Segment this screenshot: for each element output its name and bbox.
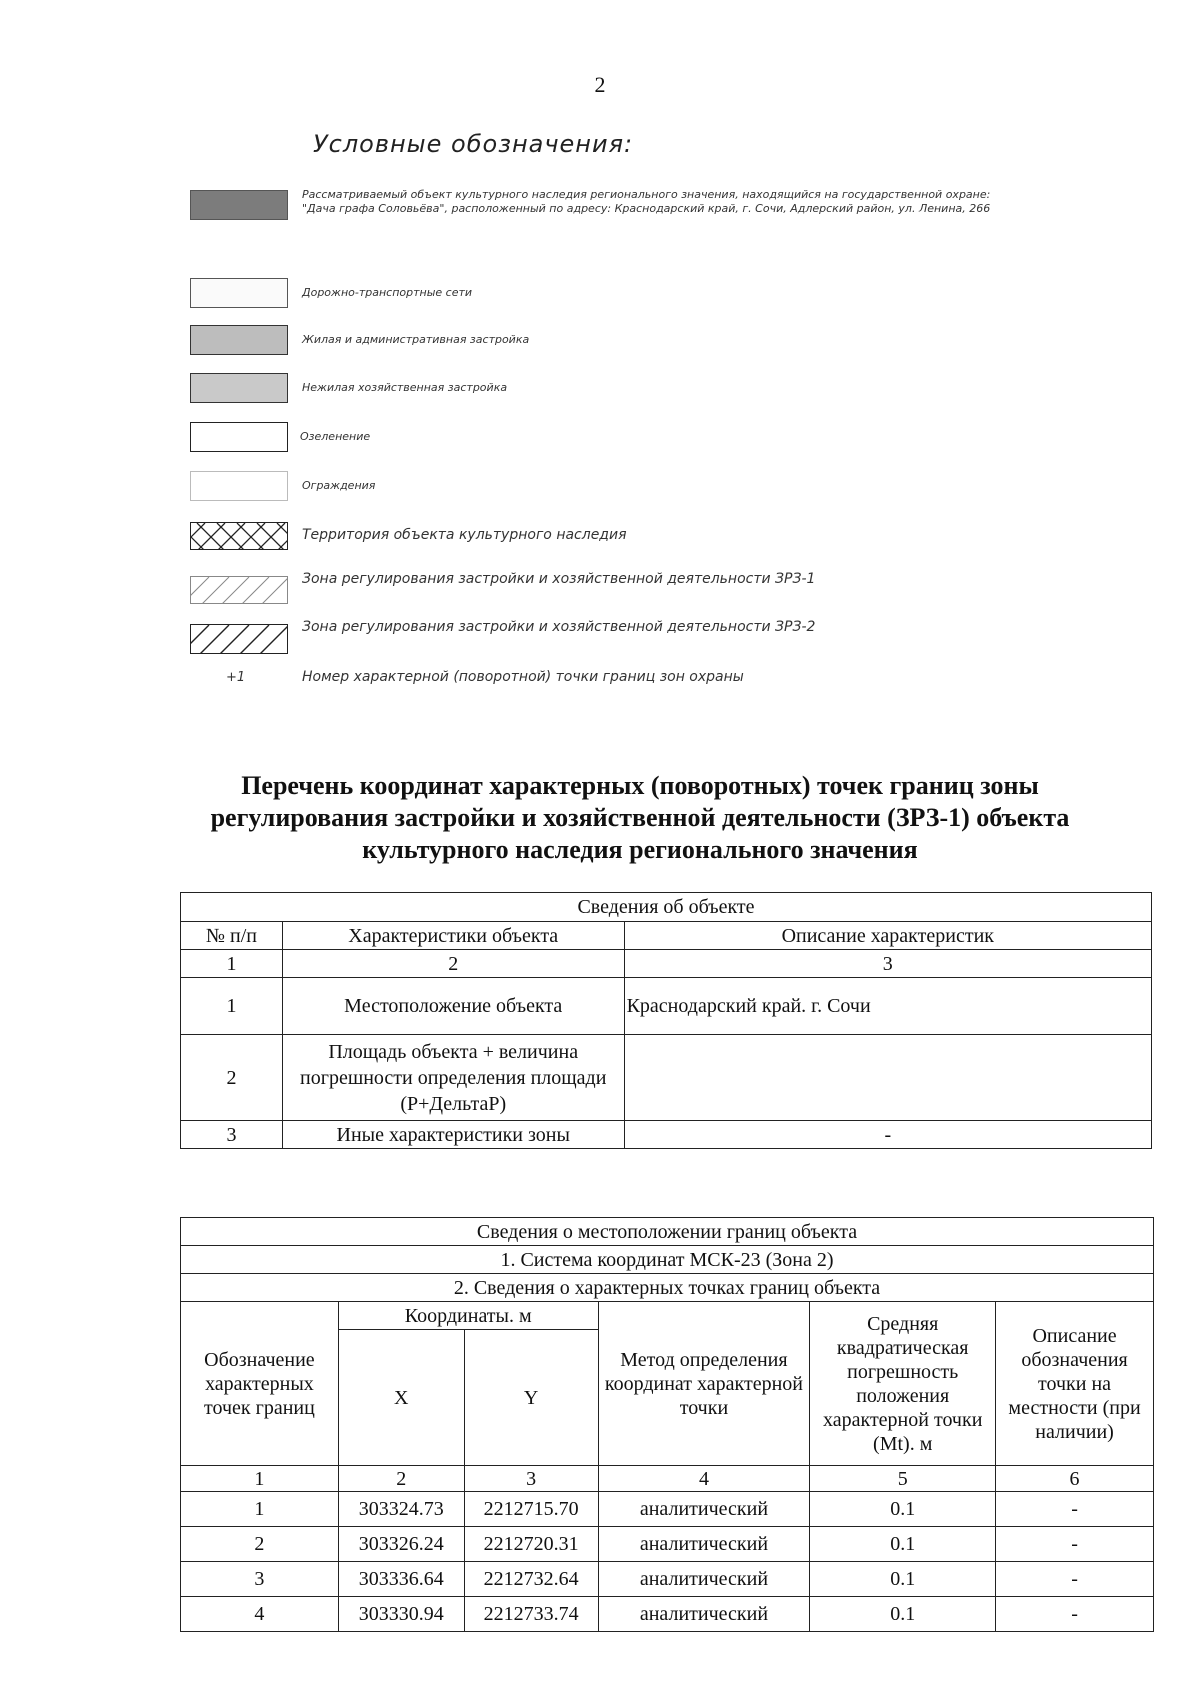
column-number: 1 — [181, 1466, 339, 1492]
legend-swatch-greenery — [190, 422, 288, 452]
point-x: 303324.73 — [338, 1492, 464, 1527]
header-designation: Обозначение характерных точек границ — [181, 1302, 339, 1466]
point-x: 303336.64 — [338, 1562, 464, 1597]
hatch-light-pattern-icon — [191, 577, 288, 604]
point-method: аналитический — [598, 1492, 810, 1527]
header-description: Описание обозначения точки на местности (при наличии) — [996, 1302, 1154, 1466]
legend-swatch-zrz2 — [190, 624, 288, 654]
header-cell: № п/п — [181, 922, 283, 950]
point-y: 2212720.31 — [464, 1527, 598, 1562]
legend-item-label: Нежилая хозяйственная застройка — [302, 381, 508, 394]
legend-title: Условные обозначения: — [313, 130, 634, 158]
page-number: 2 — [594, 72, 606, 97]
row-number: 1 — [181, 978, 283, 1035]
characteristic-value: Краснодарский край. г. Сочи — [624, 978, 1151, 1035]
header-method: Метод определения координат характерной точки — [598, 1302, 810, 1466]
legend-item-label: Номер характерной (поворотной) точки границ зон охраны — [302, 669, 744, 685]
boundary-points-table — [180, 1217, 1154, 1632]
characteristic-name: Иные характеристики зоны — [282, 1121, 624, 1149]
points-heading: 2. Сведения о характерных точках границ объекта — [181, 1274, 1154, 1302]
table-row — [181, 1562, 1154, 1597]
legend-item-label: Дорожно-транспортные сети — [302, 286, 473, 299]
row-number: 3 — [181, 1121, 283, 1149]
header-cell: Описание характеристик — [624, 922, 1151, 950]
legend-swatch-crosshatch — [190, 522, 288, 550]
table-row — [181, 1492, 1154, 1527]
object-info-table — [180, 892, 1152, 1149]
table-row — [181, 1035, 1152, 1121]
column-number: 2 — [338, 1466, 464, 1492]
point-number: 2 — [181, 1527, 339, 1562]
column-number: 4 — [598, 1466, 810, 1492]
point-number: 1 — [181, 1492, 339, 1527]
column-number: 2 — [282, 950, 624, 978]
characteristic-name: Местоположение объекта — [282, 978, 624, 1035]
point-error: 0.1 — [810, 1527, 996, 1562]
point-number: 4 — [181, 1597, 339, 1632]
legend-item-label: Ограждения — [302, 479, 376, 492]
legend-swatch-nonresidential — [190, 373, 288, 403]
column-number: 6 — [996, 1466, 1154, 1492]
characteristic-value — [624, 1035, 1151, 1121]
header-cell: Характеристики объекта — [282, 922, 624, 950]
legend-item-label: Рассматриваемый объект культурного наследия регионального значения, находящийся на государственной охране: "Дача графа Соловьёва", расположенный по адресу: Краснодарский край, г. Сочи, Адлерский район, ул. Ленина, 266 — [302, 188, 991, 215]
point-description: - — [996, 1492, 1154, 1527]
legend-swatch-fences — [190, 471, 288, 501]
crosshatch-pattern-icon — [191, 523, 288, 550]
object-table-heading: Сведения об объекте — [181, 893, 1152, 922]
column-number: 3 — [624, 950, 1151, 978]
legend-swatch-dark — [190, 190, 288, 220]
point-method: аналитический — [598, 1527, 810, 1562]
point-description: - — [996, 1527, 1154, 1562]
legend-item-label: Жилая и административная застройка — [302, 333, 530, 346]
point-y: 2212732.64 — [464, 1562, 598, 1597]
header-coordinates: Координаты. м — [338, 1302, 598, 1330]
table-row — [181, 1527, 1154, 1562]
point-method: аналитический — [598, 1597, 810, 1632]
point-x: 303330.94 — [338, 1597, 464, 1632]
location-heading: Сведения о местоположении границ объекта — [181, 1218, 1154, 1246]
header-y: Y — [464, 1330, 598, 1466]
point-y: 2212733.74 — [464, 1597, 598, 1632]
legend-swatch-roads — [190, 278, 288, 308]
legend-item-label: Зона регулирования застройки и хозяйственной деятельности ЗРЗ-1 — [302, 571, 816, 587]
legend-swatch-residential — [190, 325, 288, 355]
point-description: - — [996, 1597, 1154, 1632]
hatch-dark-pattern-icon — [191, 625, 288, 654]
legend-item-label: Территория объекта культурного наследия — [302, 527, 627, 543]
coordinate-system-heading: 1. Система координат МСК-23 (Зона 2) — [181, 1246, 1154, 1274]
point-number: 3 — [181, 1562, 339, 1597]
header-error: Средняя квадратическая погрешность положения характерной точки (Mt). м — [810, 1302, 996, 1466]
row-number: 2 — [181, 1035, 283, 1121]
point-x: 303326.24 — [338, 1527, 464, 1562]
point-error: 0.1 — [810, 1492, 996, 1527]
characteristic-name: Площадь объекта + величина погрешности определения площади (P+ДельтаP) — [282, 1035, 624, 1121]
column-number: 5 — [810, 1466, 996, 1492]
header-x: X — [338, 1330, 464, 1466]
page-title: Перечень координат характерных (поворотных) точек границ зоны регулирования застройки и хозяйственной деятельности (ЗРЗ-1) объекта культурного наследия регионального значения — [210, 771, 1070, 864]
characteristic-value: - — [624, 1121, 1151, 1149]
table-row — [181, 1597, 1154, 1632]
point-description: - — [996, 1562, 1154, 1597]
column-number: 3 — [464, 1466, 598, 1492]
point-y: 2212715.70 — [464, 1492, 598, 1527]
column-number: 1 — [181, 950, 283, 978]
point-number-mark: +1 — [226, 670, 246, 685]
point-error: 0.1 — [810, 1597, 996, 1632]
table-row — [181, 978, 1152, 1035]
legend-item-label: Озеленение — [300, 430, 371, 443]
legend-item-label: Зона регулирования застройки и хозяйственной деятельности ЗРЗ-2 — [302, 619, 816, 635]
point-method: аналитический — [598, 1562, 810, 1597]
table-row — [181, 1121, 1152, 1149]
point-error: 0.1 — [810, 1562, 996, 1597]
legend-swatch-zrz1 — [190, 576, 288, 604]
